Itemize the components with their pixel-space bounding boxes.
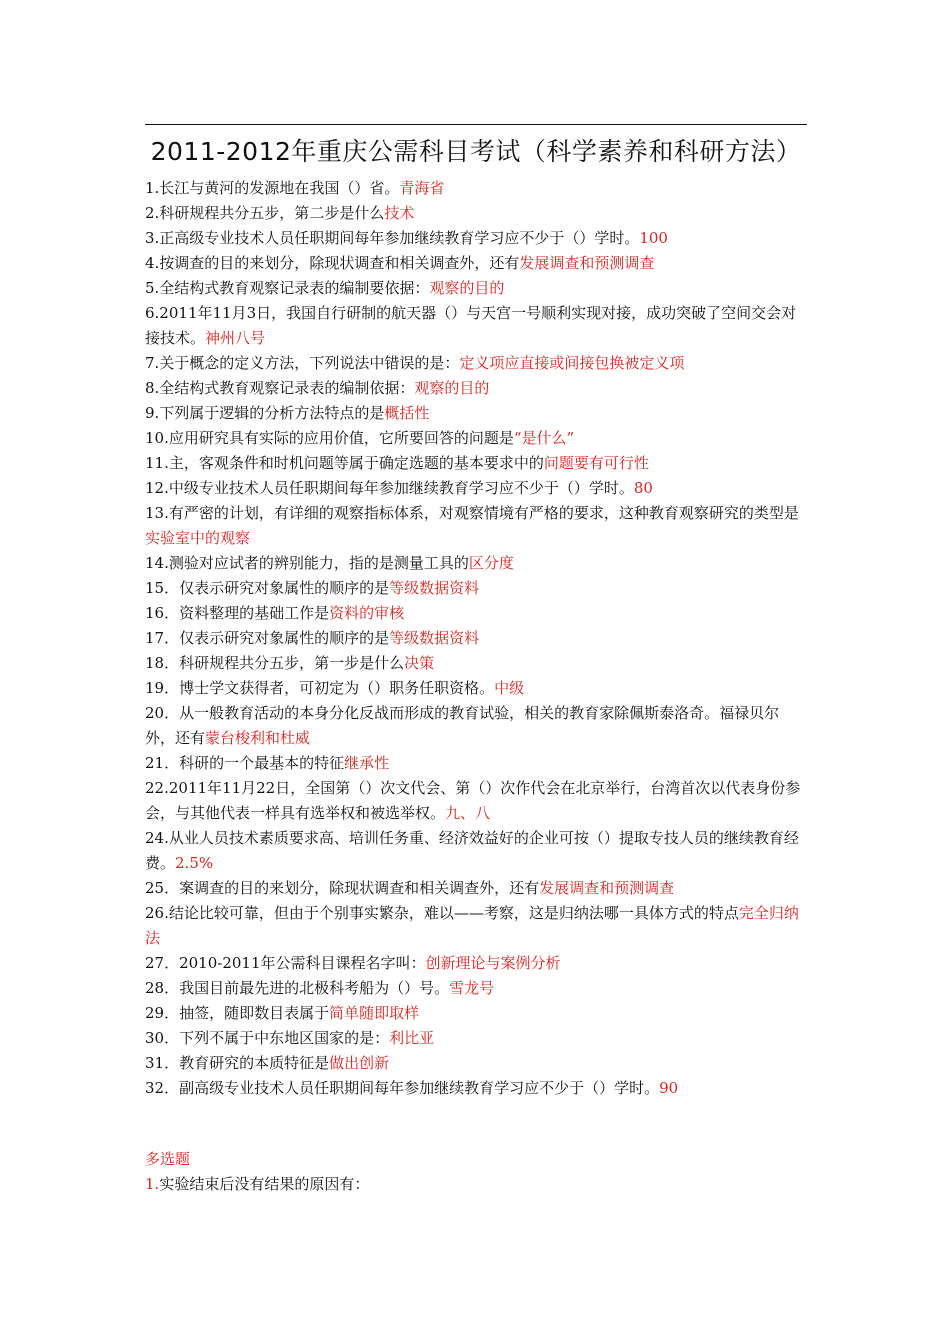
question-text: 11.主，客观条件和时机问题等属于确定选题的基本要求中的: [145, 454, 544, 472]
question-text: 13.有严密的计划，有详细的观察指标体系，对观察情境有严格的要求，这种教育观察研究的类型是: [145, 504, 799, 522]
answer-text: 观察的目的: [429, 279, 505, 297]
answer-text: 青海省: [399, 179, 445, 197]
question-item: [145, 176, 809, 201]
question-text: 21．科研的一个最基本的特征: [145, 754, 345, 772]
question-item: [145, 676, 809, 701]
question-item: [145, 1051, 809, 1076]
question-item: [145, 376, 809, 401]
question-item: [145, 401, 809, 426]
question-text: 29．抽签，随即数目表属于: [145, 1004, 330, 1022]
question-item: [145, 826, 809, 876]
answer-text: 创新理论与案例分析: [425, 954, 561, 972]
answer-text: 实验室中的观察: [145, 529, 251, 547]
question-item: [145, 901, 809, 951]
question-item: [145, 501, 809, 551]
question-item: [145, 451, 809, 476]
answer-text: 问题要有可行性: [543, 454, 649, 472]
question-text: 15．仅表示研究对象属性的顺序的是: [145, 579, 390, 597]
question-text: 28．我国目前最先进的北极科考船为（）号。: [145, 979, 450, 997]
question-item: [145, 201, 809, 226]
question-item: [145, 776, 809, 826]
answer-text: 等级数据资料: [389, 579, 480, 597]
answer-text: 定义项应直接或间接包换被定义项: [459, 354, 685, 372]
question-item: [145, 751, 809, 776]
question-item: [145, 951, 809, 976]
question-text: 25．案调查的目的来划分，除现状调查和相关调查外，还有: [145, 879, 540, 897]
question-item: [145, 251, 809, 276]
answer-text: 中级: [494, 679, 525, 697]
question-text: 3.正高级专业技术人员任职期间每年参加继续教育学习应不少于（）学时。: [145, 229, 640, 247]
answer-text: “是什么”: [513, 429, 575, 447]
question-item: [145, 476, 809, 501]
question-text: 16．资料整理的基础工作是: [145, 604, 330, 622]
question-text: 实验结束后没有结果的原因有：: [159, 1175, 370, 1193]
question-item: [145, 651, 809, 676]
answer-text: 发展调查和预测调查: [539, 879, 675, 897]
page-title: 2011-2012年重庆公需科目考试（科学素养和科研方法）: [150, 137, 802, 166]
answer-text: 做出创新: [329, 1054, 390, 1072]
question-text: 12.中级专业技术人员任职期间每年参加继续教育学习应不少于（）学时。: [145, 479, 634, 497]
answer-text: 继承性: [344, 754, 390, 772]
question-item: [145, 1076, 809, 1101]
question-item: [145, 876, 809, 901]
question-text: 17．仅表示研究对象属性的顺序的是: [145, 629, 390, 647]
question-item: [145, 626, 809, 651]
question-text: 18．科研规程共分五步，第一步是什么: [145, 654, 405, 672]
question-item: [145, 701, 809, 751]
question-text: 19．博士学文获得者，可初定为（）职务任职资格。: [145, 679, 495, 697]
question-text: 1.长江与黄河的发源地在我国（）省。: [145, 179, 400, 197]
question-item: [145, 601, 809, 626]
question-text: 32．副高级专业技术人员任职期间每年参加继续教育学习应不少于（）学时。: [145, 1079, 660, 1097]
question-item: [145, 1026, 809, 1051]
question-item: [145, 1001, 809, 1026]
answer-text: 雪龙号: [449, 979, 495, 997]
question-list: [145, 176, 809, 1101]
answer-text: 蒙台梭利和杜威: [205, 729, 311, 747]
multi-choice-section: [145, 1147, 809, 1197]
answer-text: 完全归纳法: [145, 904, 799, 947]
question-item: [145, 976, 809, 1001]
question-text: 20．从一般教育活动的本身分化反战而形成的教育试验，相关的教育家除佩斯泰洛奇。福禄贝尔外，还有: [145, 704, 780, 747]
answer-text: 概括性: [384, 404, 430, 422]
question-item: [145, 426, 809, 451]
question-text: 7.关于概念的定义方法，下列说法中错误的是：: [145, 354, 460, 372]
question-text: 8.全结构式教育观察记录表的编制依据：: [145, 379, 415, 397]
question-text: 6.2011年11月3日，我国自行研制的航天器（）与天宫一号顺利实现对接，成功突破了空间交会对接技术。: [145, 304, 797, 347]
answer-text: 九、八: [445, 804, 491, 822]
question-number: 1.: [145, 1175, 160, 1193]
answer-text: 区分度: [468, 554, 514, 572]
header-rule: [145, 124, 807, 125]
answer-text: 2.5%: [175, 854, 214, 872]
answer-text: 利比亚: [389, 1029, 435, 1047]
answer-text: 发展调查和预测调查: [519, 254, 655, 272]
question-item: [145, 551, 809, 576]
question-text: 9.下列属于逻辑的分析方法特点的是: [145, 404, 385, 422]
question-text: 30．下列不属于中东地区国家的是：: [145, 1029, 390, 1047]
question-text: 5.全结构式教育观察记录表的编制要依据：: [145, 279, 430, 297]
question-item: [145, 276, 809, 301]
question-text: 27．2010-2011年公需科目课程名字叫：: [145, 954, 426, 972]
answer-text: 观察的目的: [414, 379, 490, 397]
question-item: [145, 301, 809, 351]
section-title: 多选题: [145, 1150, 191, 1168]
answer-text: 资料的审核: [329, 604, 405, 622]
question-text: 2.科研规程共分五步，第二步是什么: [145, 204, 385, 222]
question-text: 24.从业人员技术素质要求高、培训任务重、经济效益好的企业可按（）提取专技人员的继续教育经费。: [145, 829, 799, 872]
answer-text: 等级数据资料: [389, 629, 480, 647]
answer-text: 决策: [404, 654, 435, 672]
question-text: 31．教育研究的本质特征是: [145, 1054, 330, 1072]
question-item: [145, 351, 809, 376]
question-item: [145, 576, 809, 601]
question-text: 22.2011年11月22日，全国第（）次文代会、第（）次作代会在北京举行，台湾首次以代表身份参会，与其他代表一样具有选举权和被选举权。: [145, 779, 801, 822]
answer-text: 80: [633, 479, 653, 497]
question-text: 4.按调查的目的来划分，除现状调查和相关调查外，还有: [145, 254, 520, 272]
answer-text: 神州八号: [205, 329, 266, 347]
answer-text: 技术: [384, 204, 415, 222]
question-item: [145, 226, 809, 251]
answer-text: 100: [639, 229, 668, 247]
question-text: 14.测验对应试者的辨别能力，指的是测量工具的: [145, 554, 469, 572]
answer-text: 简单随即取样: [329, 1004, 420, 1022]
answer-text: 90: [659, 1079, 679, 1097]
question-text: 26.结论比较可靠，但由于个别事实繁杂，难以——考察，这是归纳法哪一具体方式的特点: [145, 904, 739, 922]
question-text: 10.应用研究具有实际的应用价值，它所要回答的问题是: [145, 429, 514, 447]
question-item: [145, 1172, 809, 1197]
